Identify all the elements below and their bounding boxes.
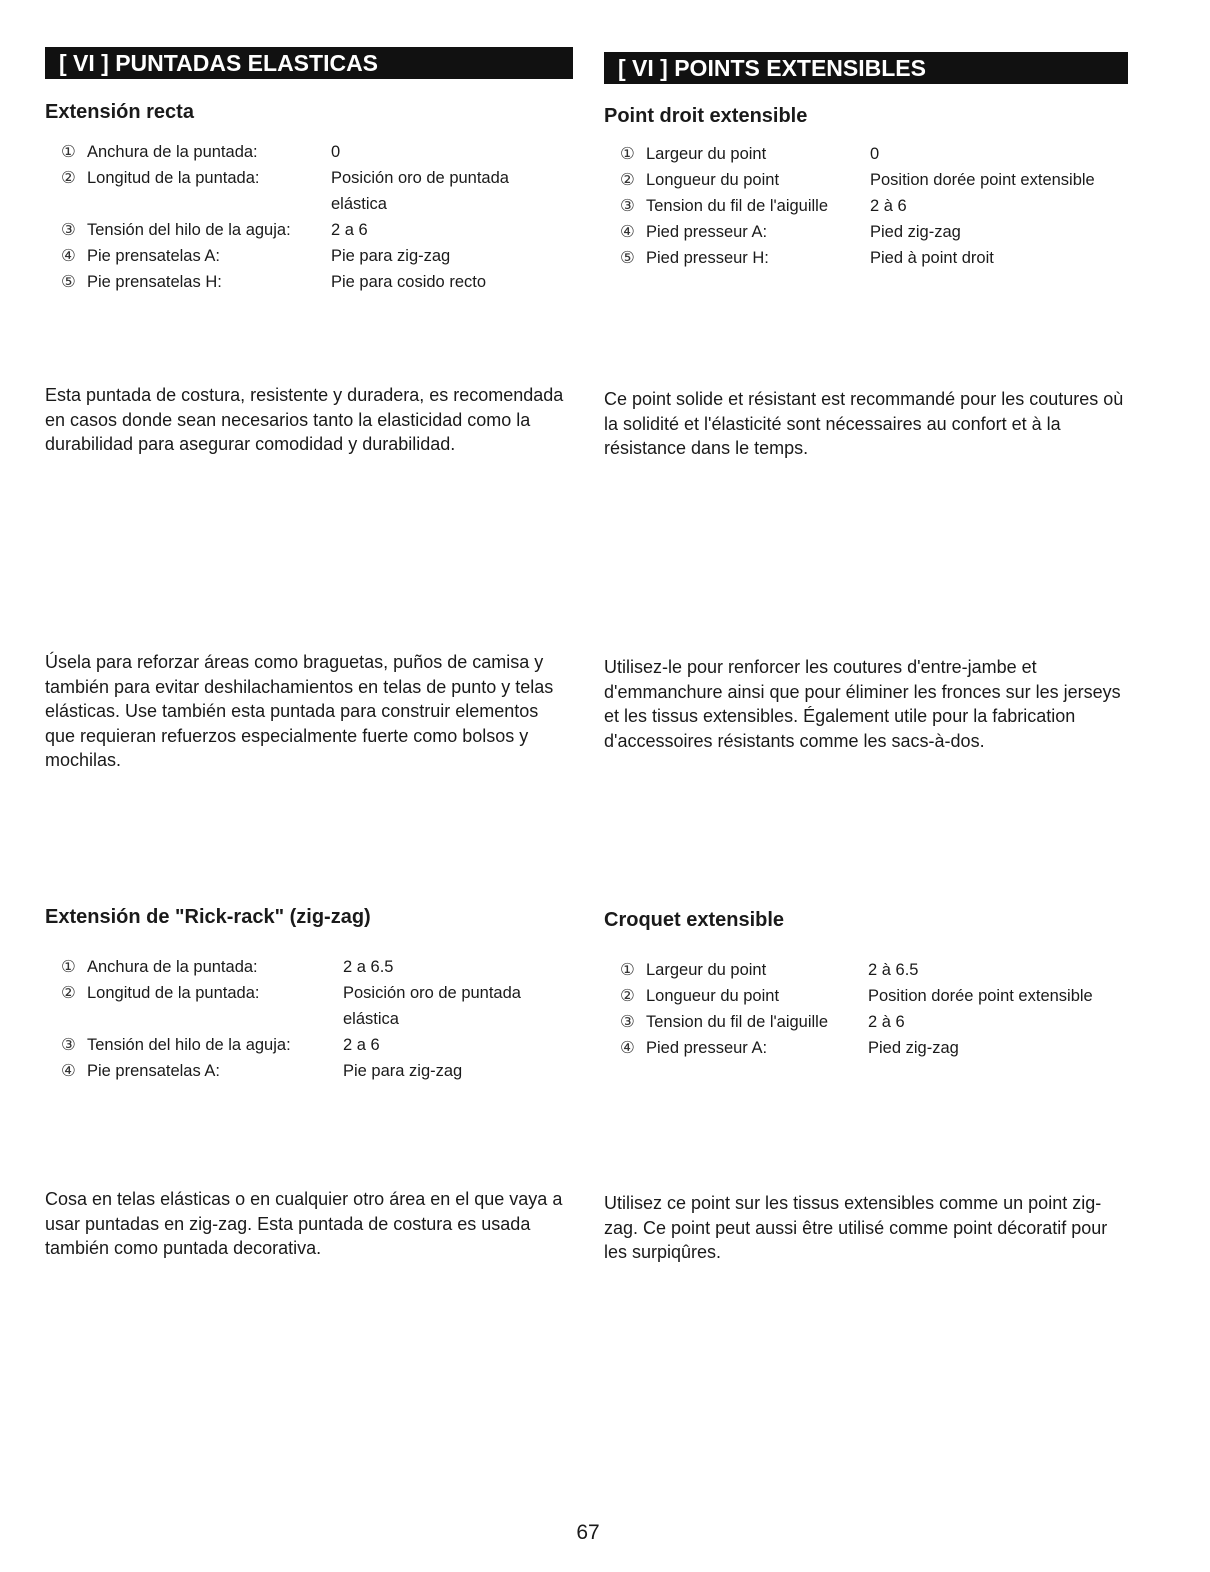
- section-heading-straight-stretch: Point droit extensible: [604, 105, 808, 127]
- spec-value: Pie para zig-zag: [343, 1062, 463, 1080]
- spec-value: 2 à 6.5: [868, 961, 919, 979]
- spec-number: ③: [61, 1036, 76, 1054]
- spec-label: Tension du fil de l'aiguille: [646, 1013, 829, 1031]
- spec-row: [61, 269, 571, 295]
- spec-row: [620, 167, 1140, 193]
- spec-row: [620, 193, 1140, 219]
- spec-number: ①: [620, 145, 635, 163]
- spec-label: Tensión del hilo de la aguja:: [87, 1036, 291, 1054]
- chapter-banner: [ VI ] PUNTADAS ELASTICAS: [45, 47, 573, 79]
- spec-value: 2 à 6: [868, 1013, 905, 1031]
- spec-row: [620, 245, 1140, 271]
- spec-value: Posición oro de puntada elástica: [343, 984, 521, 1028]
- spec-value: Pie para cosido recto: [331, 273, 487, 291]
- spec-number: ④: [620, 223, 635, 241]
- paragraph: Úsela para reforzar áreas como braguetas, puños de camisa y también para evitar deshilachamientos en telas de punto y telas elásticas. Use también esta puntada para construir elementos que requieran refuerzos especialmente fuerte como bolsos y mochilas.: [45, 652, 554, 770]
- spec-row: [620, 141, 1140, 167]
- spec-list: [620, 957, 1138, 1061]
- chapter-banner: [ VI ] POINTS EXTENSIBLES: [604, 52, 1128, 84]
- spec-number: ②: [620, 987, 635, 1005]
- spec-number: ②: [61, 984, 76, 1002]
- spec-number: ④: [620, 1039, 635, 1057]
- spec-label: Largeur du point: [646, 145, 767, 163]
- spec-label: Pie prensatelas H:: [87, 273, 222, 291]
- spec-number: ⑤: [620, 249, 635, 267]
- spec-value: Pied à point droit: [870, 249, 994, 267]
- spec-row: [61, 954, 583, 980]
- spec-label: Pied presseur A:: [646, 1039, 768, 1057]
- spec-label: Longueur du point: [646, 171, 780, 189]
- paragraph: Utilisez ce point sur les tissus extensibles comme un point zig-zag. Ce point peut aussi être utilisé comme point décoratif pour les surpiqûres.: [604, 1193, 1108, 1262]
- spec-number: ②: [620, 171, 635, 189]
- spec-value: 2 a 6: [343, 1036, 380, 1054]
- spec-label: Longitud de la puntada:: [87, 169, 260, 187]
- section-heading-rick-rack: Extensión de "Rick-rack" (zig-zag): [45, 906, 371, 928]
- spec-label: Pie prensatelas A:: [87, 1062, 220, 1080]
- spec-label: Pied presseur H:: [646, 249, 769, 267]
- spec-label: Longueur du point: [646, 987, 780, 1005]
- spec-label: Tensión del hilo de la aguja:: [87, 221, 291, 239]
- section-heading-straight-stretch: Extensión recta: [45, 101, 194, 123]
- spec-label: Longitud de la puntada:: [87, 984, 260, 1002]
- spec-list: [620, 141, 1140, 271]
- spec-value: 0: [331, 143, 341, 161]
- spec-row: [620, 1009, 1138, 1035]
- spec-row: [61, 980, 583, 1032]
- spec-list: [61, 954, 583, 1084]
- paragraph: Esta puntada de costura, resistente y duradera, es recomendada en casos donde sean necesarios tanto la elasticidad como la durabilidad para asegurar comodidad y durabilidad.: [45, 385, 564, 454]
- spec-row: [620, 957, 1138, 983]
- spec-value: Posición oro de puntada elástica: [331, 169, 509, 213]
- spec-row: [620, 1035, 1138, 1061]
- paragraph: Cosa en telas elásticas o en cualquier otro área en el que vaya a usar puntadas en zig-zag. Esta puntada de costura es usada también como puntada decorativa.: [45, 1189, 563, 1258]
- spec-label: Anchura de la puntada:: [87, 958, 258, 976]
- spec-row: [620, 983, 1138, 1009]
- spec-label: Pied presseur A:: [646, 223, 768, 241]
- spec-value: Position dorée point extensible: [868, 987, 1093, 1005]
- spec-value: Pied zig-zag: [868, 1039, 959, 1057]
- spec-number: ④: [61, 1062, 76, 1080]
- paragraph: Utilisez-le pour renforcer les coutures d'entre-jambe et d'emmanchure ainsi que pour éliminer les fronces sur les jerseys et les tissus extensibles. Également utile pour la fabrication d'accessoires résistants comme les sacs-à-dos.: [604, 657, 1121, 751]
- spec-row: [61, 139, 571, 165]
- spec-label: Pie prensatelas A:: [87, 247, 220, 265]
- spec-list: [61, 139, 571, 295]
- spec-value: Pie para zig-zag: [331, 247, 451, 265]
- spec-label: Largeur du point: [646, 961, 767, 979]
- spec-row: [620, 219, 1140, 245]
- page-number: 67: [576, 1521, 600, 1544]
- section-heading-croquet: Croquet extensible: [604, 909, 785, 931]
- spec-number: ③: [61, 221, 76, 239]
- spec-value: 0: [870, 145, 880, 163]
- spec-value: 2 a 6.5: [343, 958, 394, 976]
- spec-value: Pied zig-zag: [870, 223, 961, 241]
- spec-number: ①: [61, 143, 76, 161]
- spec-number: ⑤: [61, 273, 76, 291]
- spec-number: ①: [620, 961, 635, 979]
- spec-row: [61, 217, 571, 243]
- spec-row: [61, 243, 571, 269]
- spec-value: 2 à 6: [870, 197, 907, 215]
- spec-number: ①: [61, 958, 76, 976]
- spec-number: ③: [620, 1013, 635, 1031]
- spec-number: ③: [620, 197, 635, 215]
- spec-row: [61, 1058, 583, 1084]
- spec-row: [61, 165, 571, 217]
- spec-value: 2 a 6: [331, 221, 368, 239]
- paragraph: Ce point solide et résistant est recommandé pour les coutures où la solidité et l'élasticité sont nécessaires au confort et à la résistance dans le temps.: [604, 389, 1124, 458]
- spec-value: Position dorée point extensible: [870, 171, 1095, 189]
- spec-number: ④: [61, 247, 76, 265]
- spec-row: [61, 1032, 583, 1058]
- spec-number: ②: [61, 169, 76, 187]
- spec-label: Tension du fil de l'aiguille: [646, 197, 829, 215]
- spec-label: Anchura de la puntada:: [87, 143, 258, 161]
